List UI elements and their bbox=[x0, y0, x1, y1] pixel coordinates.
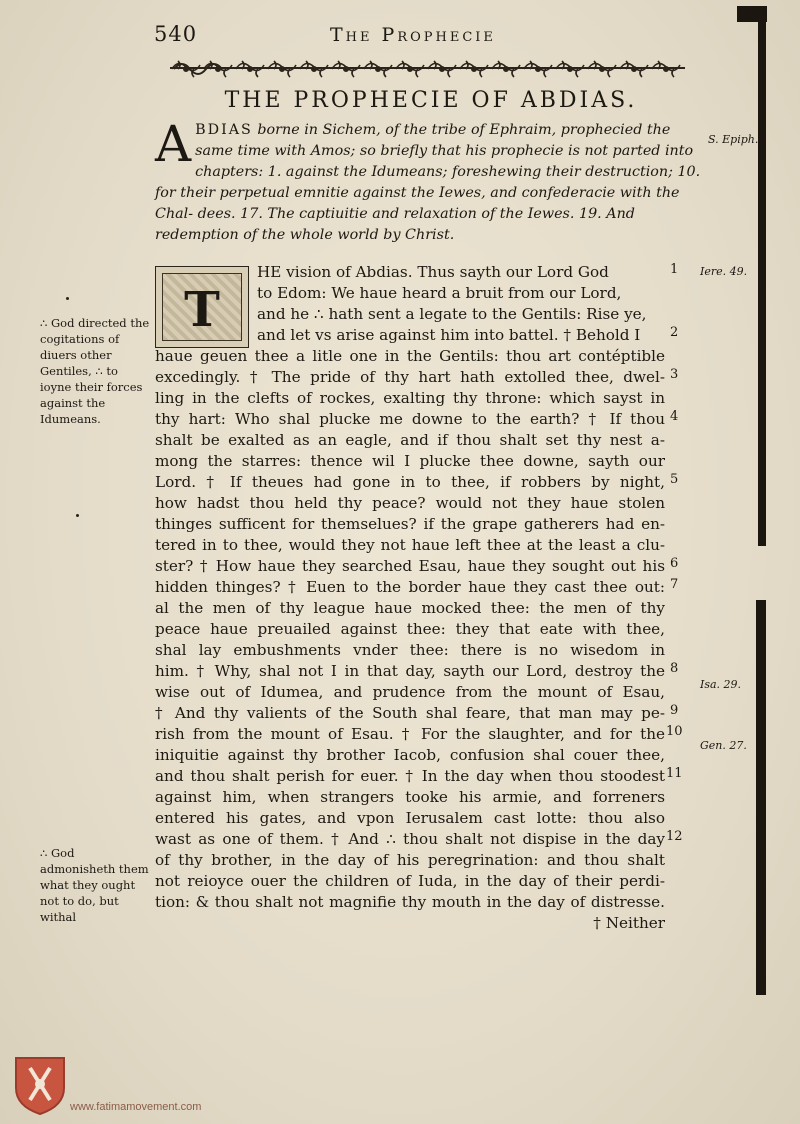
verse-number: 10 bbox=[666, 724, 683, 739]
verse-number: 3 bbox=[670, 367, 679, 382]
running-title: The Prophecie bbox=[330, 24, 496, 46]
text-line: thinges sufficent for themselues? if the grape gatherers had en- bbox=[155, 515, 665, 533]
text-line: him. † Why, shal not I in that day, sayth our Lord, destroy the bbox=[155, 662, 665, 680]
text-line: to Edom: We haue heard a bruit from our Lord, bbox=[257, 284, 622, 302]
text-line: of thy brother, in the day of his peregrination: and thou shalt bbox=[155, 851, 665, 869]
book-title: THE PROPHECIE OF ABDIAS. bbox=[224, 88, 638, 113]
right-edge-rule bbox=[758, 6, 766, 546]
text-line: wise out of Idumea, and prudence from the mount of Esau, bbox=[155, 683, 665, 701]
argument-line: borne in Sichem, of the tribe of Ephraim, prophecied the bbox=[257, 122, 671, 138]
text-line: tion: & thou shalt not magnifie thy mouth in the day of distresse. bbox=[155, 893, 665, 911]
margin-note: ∴ God admonisheth them what they ought not to do, but withal bbox=[40, 846, 149, 924]
verse-number: 9 bbox=[670, 703, 679, 718]
page-number: 540 bbox=[154, 22, 198, 46]
verse-number: 1 bbox=[670, 262, 679, 277]
verse-number: 2 bbox=[670, 325, 679, 340]
speck bbox=[66, 297, 69, 300]
text-line: mong the starres: thence wil I plucke thee downe, sayth our bbox=[155, 452, 665, 470]
text-line: al the men of thy league haue mocked thee: the men of thy bbox=[155, 599, 665, 617]
text-line: hidden thinges? † Euen to the border haue they cast thee out: bbox=[155, 578, 665, 596]
text-line: haue geuen thee a litle one in the Gentils: thou art contéptible bbox=[155, 347, 665, 365]
argument-line: the whole world by Christ. bbox=[261, 227, 455, 243]
catchword-line: † Neither bbox=[593, 914, 665, 932]
margin-reference: Iere. 49. bbox=[700, 265, 748, 278]
argument-line: chapters: 1. against the Idumeans; foreshewing their destruction; 10. for bbox=[155, 164, 701, 201]
text-line: ling in the clefts of rockes, exalting thy throne: which sayst in bbox=[155, 389, 665, 407]
text-line: excedingly. † The pride of thy hart hath extolled thee, dwel- bbox=[155, 368, 665, 386]
chapter-argument bbox=[155, 115, 710, 246]
shield-logo-icon bbox=[12, 1054, 68, 1116]
argument-line: their perpetual emnitie against the Iewes, and confederacie with the Chal- bbox=[155, 185, 680, 222]
text-line: and thou shalt perish for euer. † In the day when thou stoodest bbox=[155, 767, 665, 785]
scripture-text bbox=[155, 262, 665, 934]
ornament-band bbox=[170, 57, 685, 81]
text-line: rish from the mount of Esau. † For the slaughter, and for the bbox=[155, 725, 665, 743]
text-line: shalt be exalted as an eagle, and if thou shalt set thy nest a- bbox=[155, 431, 665, 449]
text-line: wast as one of them. † And ∴ thou shalt not dispise in the day bbox=[155, 830, 665, 848]
verse-number: 8 bbox=[670, 661, 679, 676]
verse-number: 7 bbox=[670, 577, 679, 592]
text-line: thy hart: Who shal plucke me downe to the earth? † If thou bbox=[155, 410, 665, 428]
verse-number: 5 bbox=[670, 472, 679, 487]
text-line: HE vision of Abdias. Thus sayth our Lord God bbox=[257, 263, 609, 281]
argument-head-word: BDIAS bbox=[195, 122, 253, 138]
text-line: Lord. † If theues had gone in to thee, if robbers by night, bbox=[155, 473, 665, 491]
verse-number: 11 bbox=[666, 766, 683, 781]
text-line: iniquitie against thy brother Iacob, confusion shal couer thee, bbox=[155, 746, 665, 764]
text-line: entered his gates, and vpon Ierusalem cast lotte: thou also bbox=[155, 809, 665, 827]
margin-reference: Gen. 27. bbox=[700, 739, 747, 752]
argument-line: same time with Amos; so briefly that his prophecie is not parted into bbox=[195, 143, 694, 159]
argument-initial: A bbox=[155, 115, 192, 173]
text-line: against him, when strangers tooke his armie, and forreners bbox=[155, 788, 665, 806]
text-line: peace haue preuailed against thee: they that eate with thee, bbox=[155, 620, 665, 638]
initial-letter: T bbox=[184, 282, 220, 338]
text-line: shal lay embushments vnder thee: there is no wisedom in bbox=[155, 641, 665, 659]
text-line: not reioyce ouer the children of Iuda, in the day of their perdi- bbox=[155, 872, 665, 890]
argument-line: dees. 17. The captiuitie and relaxation of the Iewes. 19. And redemption of bbox=[155, 206, 635, 243]
argument-margin-note: S. Epiph. bbox=[708, 133, 759, 146]
text-line: and let vs arise against him into battel. † Behold I bbox=[257, 326, 641, 344]
verse-number: 4 bbox=[670, 409, 679, 424]
speck bbox=[76, 514, 79, 517]
running-head bbox=[150, 22, 710, 52]
text-line: † And thy valients of the South shal feare, that man may pe- bbox=[155, 704, 665, 722]
text-line: how hadst thou held thy peace? would not they haue stolen bbox=[155, 494, 665, 512]
verse-number: 6 bbox=[670, 556, 679, 571]
footer-website: www.fatimamovement.com bbox=[70, 1101, 202, 1113]
text-line: tered in to thee, would they not haue left thee at the least a clu- bbox=[155, 536, 665, 554]
margin-note: ∴ God directed the cogitations of diuers other Gentiles, ∴ to ioyne their forces against the Idumeans. bbox=[40, 316, 150, 426]
text-line: ster? † How haue they searched Esau, haue they sought out his bbox=[155, 557, 665, 575]
right-edge-rule-lower bbox=[756, 600, 766, 995]
text-line: and he ∴ hath sent a legate to the Gentils: Rise ye, bbox=[257, 305, 647, 323]
margin-reference: Isa. 29. bbox=[700, 678, 742, 691]
verse-number: 12 bbox=[666, 829, 683, 844]
